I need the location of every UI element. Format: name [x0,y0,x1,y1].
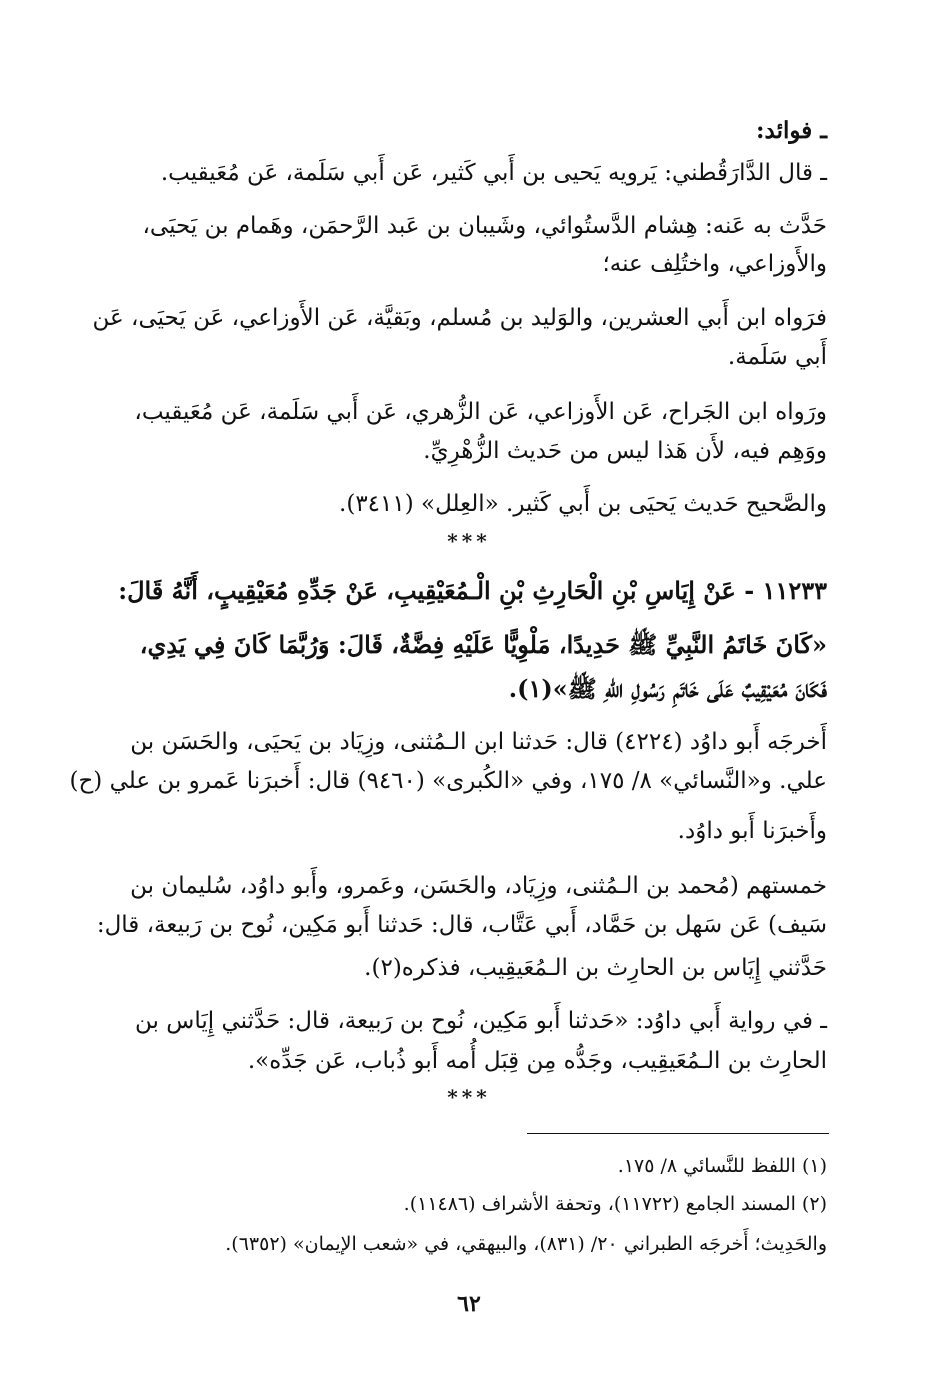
abu-dawud-line-1: ـ في رواية أَبي داوُد: «حَدثنا أَبو مَكِين، نُوح بن رَبيعة، قال: حَدَّثني إِيَاس بن [135,1008,827,1034]
isnad-line-1: خمستهم (مُحمد بن الـمُثنى، وزِيَاد، والحَسَن، وعَمرو، وأَبو داوُد، سُليمان بن [130,873,827,899]
page-number: ٦٢ [457,1291,481,1317]
takhrij-line-3: وأَخبرَنا أَبو داوُد. [677,818,827,844]
paragraph-narrators-line-1: حَدَّث به عَنه: هِشام الدَّستُوائي، وشَيبان بن عَبد الرَّحمَن، وهَمام بن يَحيَى، [142,213,827,239]
abu-dawud-line-2: الحارِث بن الـمُعَيقِيب، وجَدُّه مِن قِبَل أُمه أَبو ذُباب، عَن جَدِّه». [247,1048,827,1074]
paragraph-awzai-line-1: فرَواه ابن أَبي العشرين، والوَليد بن مُسلم، وبَقيَّة، عَن الأَوزاعي، عَن يَحيَى، عَن [92,305,827,331]
paragraph-narrators-line-2: والأَوزاعي، واختُلِف عنه؛ [602,251,827,277]
footnote-separator [527,1133,829,1134]
takhrij-line-1: أَخرجَه أَبو داوُد (٤٢٢٤) قال: حَدثنا ابن الـمُثنى، وزِيَاد بن يَحيَى، والحَسَن بن [130,729,827,755]
paragraph-daraqutni: ـ قال الدَّارَقُطني: يَرويه يَحيى بن أَبي كَثير، عَن أَبي سَلَمة، عَن مُعَيقيب. [160,160,827,186]
section-divider-stars: *** [447,1085,491,1109]
takhrij-line-2: علي. و«النَّسائي» ٨/ ١٧٥، وفي «الكُبرى» (٩٤٦٠) قال: أَخبرَنا عَمرو بن علي (ح) [69,768,827,794]
isnad-line-3: حَدَّثني إِيَاس بن الحارِث بن الـمُعَيقِيب، فذكره(٢). [364,955,827,981]
hadith-line-3: فَكَانَ مُعَيْقِيبٌ عَلَى خَاتَمِ رَسُولِ اللهِ ﷺ»(١). [508,674,827,703]
section-heading: ـ فوائد: [756,117,827,144]
paragraph-jarrah-line-2: ووَهِم فيه، لأَن هَذا ليس من حَديث الزُّهْرِيِّ. [423,438,827,464]
footnote-2: (٢) المسند الجامع (١١٧٢٢)، وتحفة الأشراف (١١٤٨٦). [403,1193,827,1215]
section-divider-stars: *** [447,529,491,553]
paragraph-sahih: والصَّحيح حَديث يَحيَى بن أَبي كَثير. «العِلل» (٣٤١١). [339,491,827,517]
hadith-line-1: ١١٢٣٣ - عَنْ إِيَاسِ بْنِ الْحَارِثِ بْنِ الْـمُعَيْقِيبِ، عَنْ جَدِّهِ مُعَيْقِيبٍ، أَنَّهُ قَالَ: [118,576,827,605]
footnote-1: (١) اللفظ للنَّسائي ٨/ ١٧٥. [617,1155,827,1177]
paragraph-jarrah-line-1: ورَواه ابن الجَراح، عَن الأَوزاعي، عَن الزُّهري، عَن أَبي سَلَمة، عَن مُعَيقيب، [134,399,827,425]
paragraph-awzai-line-2: أَبي سَلَمة. [727,344,827,370]
hadith-line-2: «كَانَ خَاتَمُ النَّبِيِّ ﷺ حَدِيدًا، مَلْوِيًّا عَلَيْهِ فِضَّةٌ، قَالَ: وَرُبَّمَا كَانَ فِي يَدِي، [139,630,827,659]
footnote-3: والحَدِيث؛ أَخرجَه الطبراني ٢٠/ (٨٣١)، والبيهقي، في «شعب الإيمان» (٦٣٥٢). [225,1233,827,1255]
isnad-line-2: سَيف) عَن سَهل بن حَمَّاد، أَبي عَتَّاب، قال: حَدثنا أَبو مَكِين، نُوح بن رَبيعة، قال: [96,912,827,938]
